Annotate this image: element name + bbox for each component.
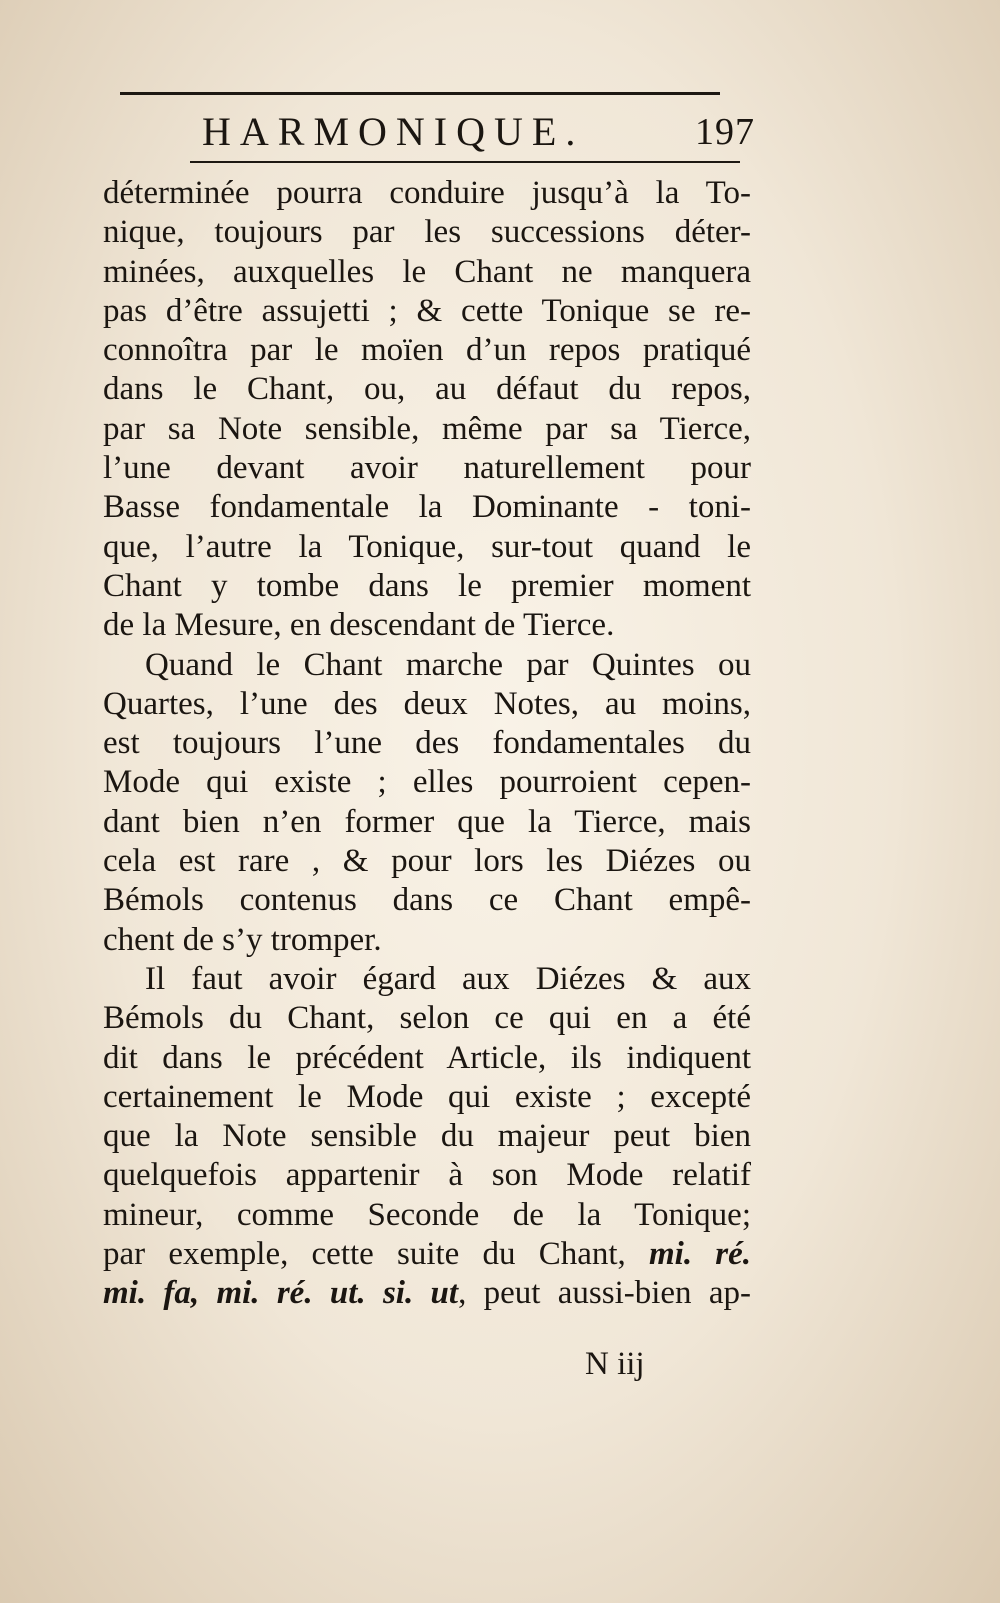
- text-line: Il faut avoir égard aux Diézes & aux: [145, 960, 751, 997]
- text-line-roman: par exemple, cette suite du Chant,: [103, 1236, 649, 1273]
- text-line: Bémols du Chant, selon ce qui en a été: [103, 1000, 751, 1037]
- signature-mark: N iij: [585, 1346, 645, 1382]
- body-text: [103, 174, 751, 1314]
- text-line: de la Mesure, en descendant de Tierce.: [103, 607, 615, 644]
- text-line: pas d’être assujetti ; & cette Tonique se re-: [103, 292, 751, 329]
- text-line: chent de s’y tromper.: [103, 921, 382, 958]
- page-number: 197: [695, 111, 755, 153]
- text-line: quelquefois appartenir à son Mode relatif: [103, 1157, 751, 1194]
- running-head: HARMONIQUE.: [202, 109, 585, 154]
- text-line: par sa Note sensible, même par sa Tierce,: [103, 410, 751, 447]
- text-line-roman: , peut aussi-bien ap-: [458, 1275, 751, 1312]
- text-line: que la Note sensible du majeur peut bien: [103, 1118, 751, 1155]
- header-rule-bottom: [190, 161, 740, 163]
- text-line: déterminée pourra conduire jusqu’à la To-: [103, 175, 751, 211]
- text-line: Quand le Chant marche par Quintes ou: [145, 646, 751, 683]
- text-line: [103, 1235, 751, 1274]
- text-line: dans le Chant, ou, au défaut du repos,: [103, 371, 751, 408]
- header-rule-top: [120, 92, 720, 95]
- text-line: que, l’autre la Tonique, sur-tout quand le: [103, 528, 751, 565]
- text-line: cela est rare , & pour lors les Diézes ou: [103, 843, 751, 880]
- text-line: Bémols contenus dans ce Chant empê-: [103, 882, 751, 919]
- text-line: connoîtra par le moïen d’un repos pratiqué: [103, 332, 751, 369]
- text-line: dant bien n’en former que la Tierce, mais: [103, 803, 751, 840]
- italic-solfege: mi. ré.: [648, 1236, 751, 1273]
- text-line: Chant y tombe dans le premier moment: [103, 567, 751, 604]
- text-line: est toujours l’une des fondamentales du: [103, 725, 751, 762]
- text-line: minées, auxquelles le Chant ne manquera: [103, 253, 751, 290]
- page-header: [100, 104, 755, 160]
- text-line: [103, 1274, 751, 1313]
- text-line: Mode qui existe ; elles pourroient cepen-: [103, 764, 751, 801]
- italic-solfege: mi. fa, mi. ré. ut. si. ut: [103, 1275, 459, 1312]
- text-line: certainement le Mode qui existe ; excepté: [103, 1078, 751, 1115]
- text-line: nique, toujours par les successions déter-: [103, 214, 751, 251]
- text-line: dit dans le précédent Article, ils indiquent: [103, 1039, 751, 1076]
- text-line: l’une devant avoir naturellement pour: [103, 450, 751, 487]
- text-line: Quartes, l’une des deux Notes, au moins,: [103, 685, 751, 722]
- text-line: mineur, comme Seconde de la Tonique;: [103, 1196, 751, 1233]
- text-line: Basse fondamentale la Dominante - toni-: [103, 489, 751, 526]
